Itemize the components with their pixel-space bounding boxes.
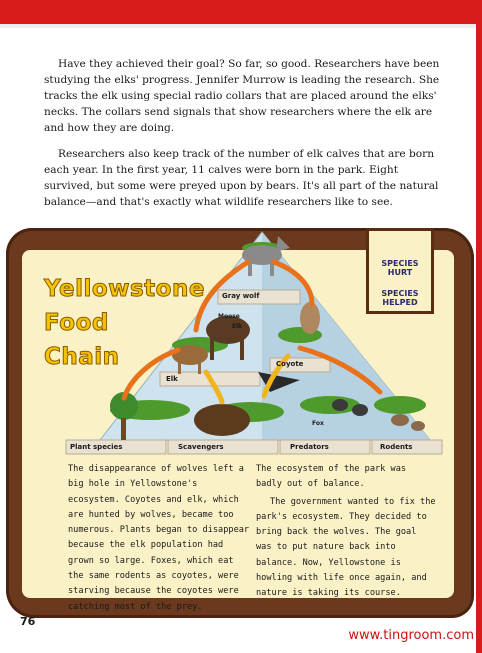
label-fox: Fox — [312, 420, 324, 427]
figure-title-line2: Food — [44, 310, 109, 336]
legend-hurt-line1: SPECIES — [381, 259, 419, 268]
label-gray-wolf: Gray wolf — [222, 292, 260, 300]
label-elk: Elk — [166, 375, 178, 383]
label-scavengers: Scavengers — [178, 443, 224, 451]
figure-title-line3: Chain — [44, 344, 120, 370]
label-predators: Predators — [290, 443, 329, 451]
figure-title-line1: Yellowstone — [44, 276, 205, 302]
label-coyote: Coyote — [276, 360, 304, 368]
paragraph-text: Researchers also keep track of the number of elk calves that are born each year. In the first year, 11 calves were born in the park. Eight survived, but some were preyed upon by bears. It's all part of the natural balance—and that's exactly what wildlife researchers like to see. — [44, 148, 439, 208]
footer-url: www.tingroom.com — [348, 628, 474, 643]
page-number: 76 — [20, 615, 36, 628]
paragraph-text: Have they achieved their goal? So far, so good. Researchers have been studying the elks' progress. Jennifer Murrow is leading the research. She tracks the elk using special radio collars that are placed around the elks' necks. The collars send signals that show researchers where the elk are and how they are doing. — [44, 58, 440, 134]
label-plant-species: Plant species — [70, 443, 123, 451]
figure-right-text — [256, 462, 436, 602]
figure-right-paragraph-2: The government wanted to fix the park's ecosystem. They decided to bring back the wolves. The goal was to put nature back into balance. Now, Yellowstone is howling with life once again, and nature is taking its course. — [256, 496, 436, 599]
legend-helped-line2: HELPED — [382, 298, 418, 307]
figure-left-paragraph: The disappearance of wolves left a big hole in Yellowstone's ecosystem. Coyotes and elk, which are hunted by wolves, became too numerous. Plants began to disappear because the elk population had grown so large. Foxes, which eat the same rodents as coyotes, were starving because the coyotes were catching most of the prey. — [68, 464, 250, 612]
legend-hurt-line2: HURT — [387, 268, 413, 277]
species-legend — [366, 228, 434, 314]
figure-left-text — [68, 462, 250, 615]
bear-icon — [194, 404, 250, 436]
label-elk-small: Elk — [232, 323, 243, 330]
figure-right-paragraph-1: The ecosystem of the park was badly out of balance. — [256, 464, 407, 490]
label-moose: Moose — [218, 313, 240, 320]
coyote-icon — [300, 302, 320, 334]
label-rodents: Rodents — [380, 443, 413, 451]
legend-helped-line1: SPECIES — [381, 289, 419, 298]
